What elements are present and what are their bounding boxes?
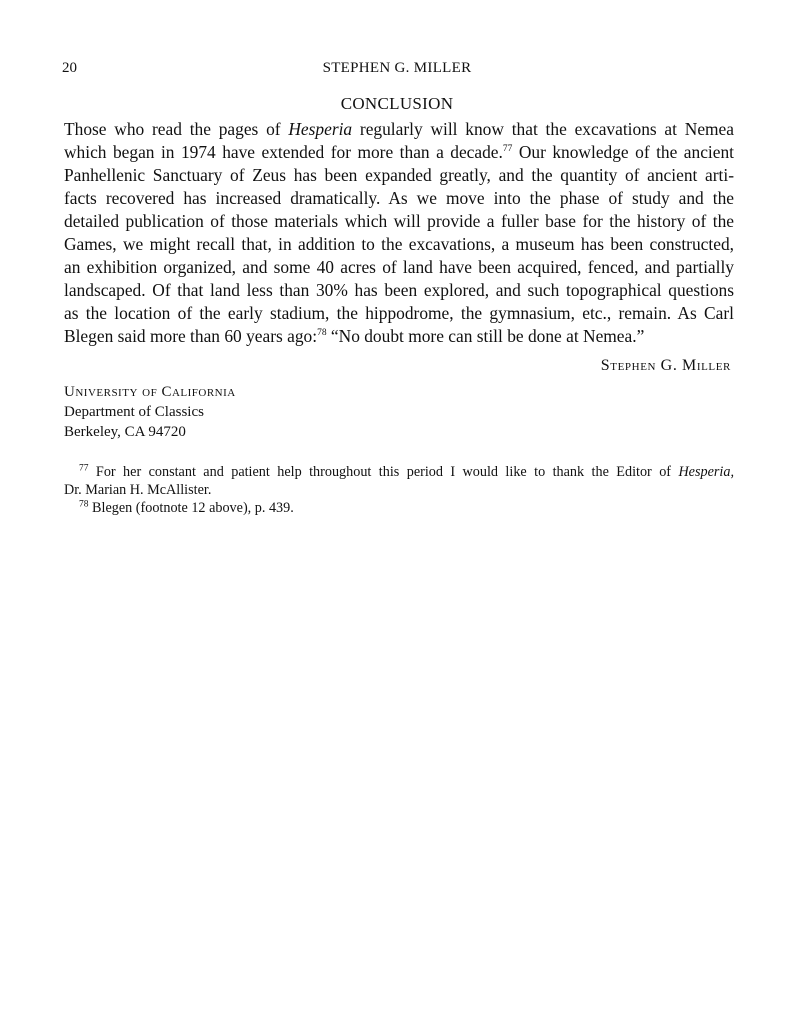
text-run: Blegen said more than 60 years ago: [64, 326, 318, 346]
author-affiliation [64, 382, 464, 442]
footnote-number: 78 [79, 499, 89, 510]
text-run: Our knowledge of the ancient [512, 142, 734, 162]
footnote-77 [64, 463, 734, 499]
text-run: Those who read the pages of [64, 119, 289, 139]
footnote-line: Dr. Marian H. McAllister. [64, 482, 212, 498]
footnote-number: 77 [79, 463, 89, 474]
section-heading: CONCLUSION [340, 94, 454, 113]
paragraph-line: Games, we might recall that, in addition to the excavations, a museum has been constructed, [64, 234, 734, 254]
conclusion-paragraph [64, 118, 734, 348]
paragraph-line: Panhellenic Sanctuary of Zeus has been expanded greatly, and the quantity of ancient arti- [64, 165, 734, 185]
address: Berkeley, CA 94720 [64, 424, 186, 440]
text-run: “No doubt more can still be done at Nemea.” [326, 326, 645, 346]
journal-title-italic: Hesperia, [678, 464, 734, 480]
journal-title-italic: Hesperia [288, 119, 353, 139]
footnote-line [64, 463, 734, 481]
paragraph-line [64, 141, 734, 164]
footnote-78 [64, 499, 734, 517]
footnotes [64, 463, 734, 517]
page-number: 20 [62, 60, 77, 76]
running-head [62, 56, 732, 80]
footnote-ref-78: 78 [317, 328, 327, 339]
text-run: For her constant and patient help throughout this period I would like to thank the Editor of [88, 464, 679, 480]
footnote-line [64, 499, 734, 517]
paragraph-line: facts recovered has increased dramatically. As we move into the phase of study and the [64, 188, 734, 208]
paragraph-line [64, 325, 734, 348]
department: Department of Classics [64, 404, 204, 420]
institution: University of California [64, 384, 236, 400]
paragraph-line: an exhibition organized, and some 40 acres of land have been acquired, fenced, and partially [64, 257, 734, 277]
paragraph-line: detailed publication of those materials which will provide a fuller base for the history of the [64, 211, 734, 231]
running-title: STEPHEN G. MILLER [322, 60, 472, 76]
paragraph-line [64, 118, 734, 141]
footnote-ref-77: 77 [502, 144, 513, 155]
author-signature: Stephen G. Miller [600, 357, 731, 374]
text-run: which began in 1974 have extended for more than a decade. [64, 142, 503, 162]
paragraph-line: landscaped. Of that land less than 30% has been explored, and such topographical questions [64, 280, 734, 300]
text-run: regularly will know that the excavations at Nemea [352, 119, 734, 139]
paragraph-line: as the location of the early stadium, the hippodrome, the gymnasium, etc., remain. As Carl [64, 303, 734, 323]
text-run: Blegen (footnote 12 above), p. 439. [88, 500, 294, 516]
